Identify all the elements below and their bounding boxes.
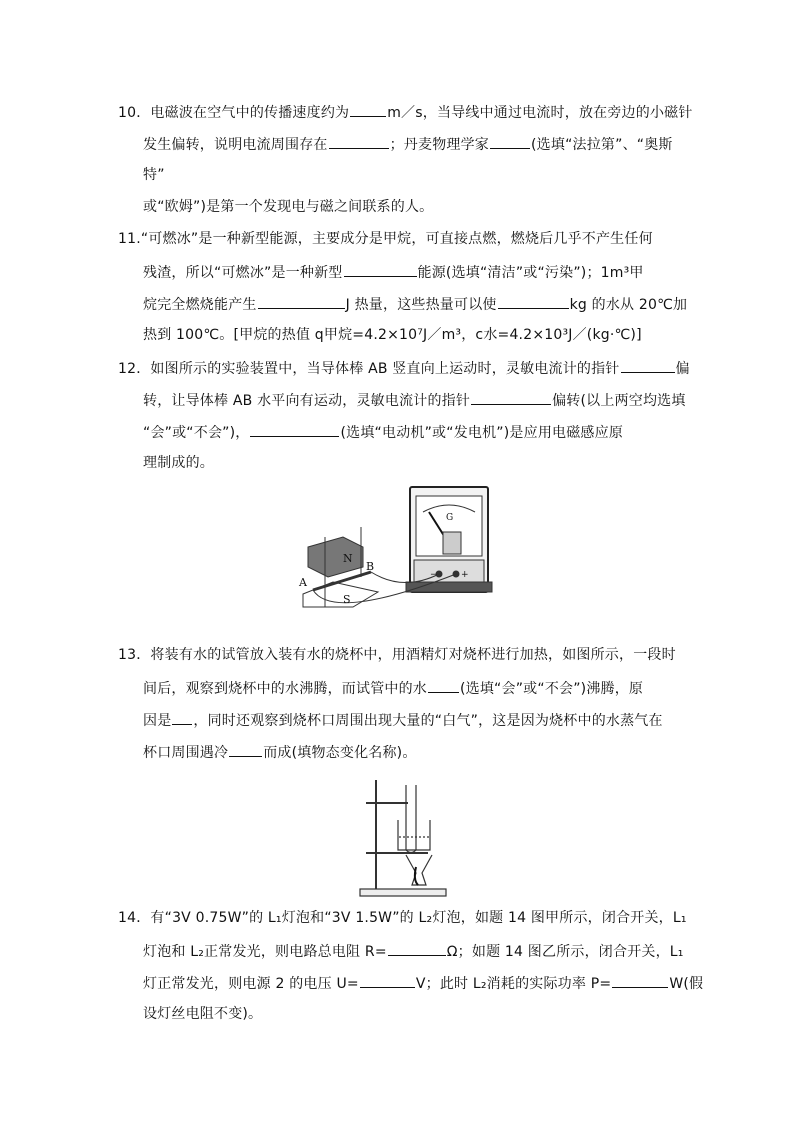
question-text: (选填“法拉第”、“奥斯 [531,137,673,153]
magnet-n-label: N [343,552,353,565]
question-text: 发生偏转，说明电流周围存在 [143,137,328,153]
answer-blank[interactable] [344,262,417,277]
question-text: 12．如图所示的实验装置中，当导体棒 AB 竖直向上运动时，灵敏电流计的指针 [118,361,620,377]
question-text: J 热量，这些热量可以使 [345,297,497,313]
answer-blank[interactable] [612,973,668,988]
answer-blank[interactable] [388,941,446,956]
question-text: 设灯丝电阻不变)。 [143,1006,263,1022]
terminal-minus-label: − [430,570,438,580]
magnet-s-label: S [343,593,351,606]
electromagnetic-induction-figure [293,482,508,612]
question-text: 转，让导体棒 AB 水平向有运动，灵敏电流计的指针 [143,393,471,409]
question-text: ，同时还观察到烧杯口周围出现大量的“白气”，这是因为烧杯中的水蒸气在 [193,713,663,729]
question-13-line [118,646,676,664]
answer-blank[interactable] [350,102,386,117]
question-text: 而成(填物态变化名称)。 [263,745,417,761]
answer-blank[interactable] [471,390,551,405]
question-text: 10．电磁波在空气中的传播速度约为 [118,105,350,121]
question-11-line [118,230,653,248]
boiling-test-tube-figure [358,775,450,900]
question-text: 13．将装有水的试管放入装有水的烧杯中，用酒精灯对烧杯进行加热，如图所示，一段时 [118,647,676,663]
question-12-line [143,390,686,410]
question-13-line [143,742,417,762]
question-13-line [143,710,663,730]
question-text: 残渣，所以“可燃冰”是一种新型 [143,265,343,281]
question-text: 因是 [143,713,172,729]
question-text: (选填“电动机”或“发电机”)是应用电磁感应原 [340,425,624,441]
question-text: m／s，当导线中通过电流时，放在旁边的小磁针 [387,105,693,121]
question-14-line [143,1005,262,1023]
question-text: Ω；如题 14 图乙所示，闭合开关，L₁ [446,944,684,960]
question-text: V；此时 L₂消耗的实际功率 P= [415,976,612,992]
question-text: 杯口周围遇冷 [143,745,229,761]
answer-blank[interactable] [172,710,192,725]
answer-blank[interactable] [490,134,530,149]
question-11-line [143,262,644,282]
question-13-line [143,678,643,698]
answer-blank[interactable] [428,678,459,693]
answer-blank[interactable] [250,422,339,437]
question-text: 特” [143,167,165,183]
answer-blank[interactable] [360,973,415,988]
question-text: 灯正常发光，则电源 2 的电压 U= [143,976,359,992]
question-text: 11.“可燃冰”是一种新型能源，主要成分是甲烷，可直接点燃，燃烧后几乎不产生任何 [118,231,653,247]
answer-blank[interactable] [621,358,675,373]
question-text: 灯泡和 L₂正常发光，则电路总电阻 R= [143,944,387,960]
question-14-line [118,909,687,927]
question-text: 烷完全燃烧能产生 [143,297,257,313]
question-text: 间后，观察到烧杯中的水沸腾，而试管中的水 [143,681,427,697]
question-text: ；丹麦物理学家 [389,137,490,153]
rod-b-label: B [366,560,375,573]
question-10-line [143,134,673,154]
question-text: 14．有“3V 0.75W”的 L₁灯泡和“3V 1.5W”的 L₂灯泡，如题 14 图甲所示，闭合开关，L₁ [118,910,687,926]
galvanometer-g-label: G [446,513,454,523]
question-12-line [143,454,214,472]
question-text: 偏 [675,361,690,377]
question-10-line [118,102,693,122]
question-12-line [143,422,623,442]
question-14-line [143,973,703,993]
question-text: 能源(选填“清洁”或“污染”)；1m³甲 [417,265,644,281]
question-12-line [118,358,690,378]
answer-blank[interactable] [498,294,569,309]
answer-blank[interactable] [258,294,345,309]
question-10-line [143,198,433,216]
question-text: W(假 [669,976,704,992]
question-text: 理制成的。 [143,455,214,471]
question-text: kg 的水从 20℃加 [569,297,688,313]
question-11-line [143,294,687,314]
question-text: 偏转(以上两空均选填 [552,393,686,409]
question-10-line [143,166,165,184]
answer-blank[interactable] [329,134,389,149]
terminal-plus-label: + [461,570,469,580]
question-text: (选填“会”或“不会”)沸腾，原 [460,681,644,697]
question-11-line [143,326,642,344]
question-text: “会”或“不会”)， [143,425,250,441]
question-14-line [143,941,684,961]
question-text: 热到 100℃。[甲烷的热值 q甲烷=4.2×10⁷J／m³，c水=4.2×10³J／(kg·℃)] [143,327,642,343]
question-text: 或“欧姆”)是第一个发现电与磁之间联系的人。 [143,199,434,215]
rod-a-label: A [299,576,307,589]
answer-blank[interactable] [229,742,262,757]
